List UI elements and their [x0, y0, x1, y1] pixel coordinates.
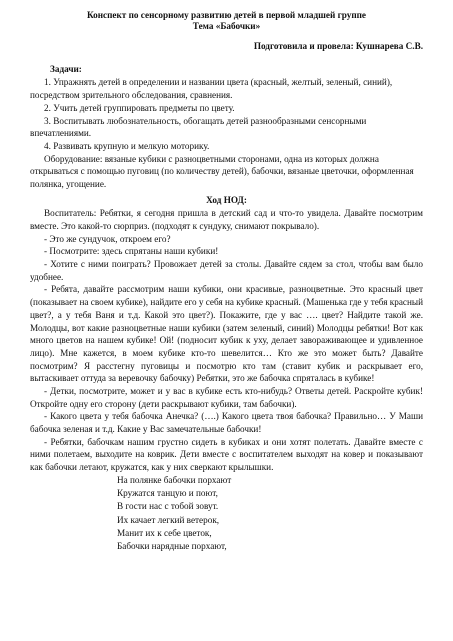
- poem-line-2: Кружатся танцую и поют,: [117, 488, 218, 499]
- lesson-paragraph-7: - Какого цвета у тебя бабочка Анечка? (….) Какого цвета твоя бабочка? Правильно… У Маши бабочка зеленая и т.д. Какие у Вас замечательные бабочки!: [30, 411, 423, 434]
- lesson-heading: Ход НОД:: [206, 194, 247, 205]
- tasks-heading: Задачи:: [50, 63, 82, 74]
- task-item-4: 4. Развивать крупную и мелкую моторику.: [44, 140, 210, 151]
- lesson-paragraph-3: - Посмотрите: здесь спрятаны наши кубики!: [44, 246, 219, 257]
- task-item-3: 3. Воспитывать любознательность, обогащать детей разнообразными сенсорными впечатлениями.: [30, 115, 367, 139]
- lesson-paragraph-1: Воспитатель: Ребятки, я сегодня пришла в детский сад и что-то увидела. Давайте посмотрим вместе. Это какой-то сюрприз. (подходят к сундуку, снимают покрывало).: [30, 208, 423, 231]
- task-item-1: 1. Упражнять детей в определении и названии цвета (красный, желтый, зеленый, синий), посредством зрительного обследования, сравнения.: [30, 77, 393, 101]
- document-author: Подготовила и провела: Кушнарева С.В.: [253, 41, 423, 52]
- poem-line-6: Бабочки нарядные порхают,: [117, 541, 227, 552]
- lesson-paragraph-5: - Ребята, давайте рассмотрим наши кубики, они красивые, разноцветные. Это красный цвет (показывает на своем кубике), найдите его у себя на кубике красный. (Машенька где у тебя красный цвет?, а у тебя Ваня и т.д. Какой это цвет?). Покажите, где у вас …. цвет? Найдите такой же. Молодцы, вот какие разноцветные наши кубики (затем зеленый, синий) Молодцы ребятки! Вот как много цветов на нашем кубике! Ой! (подносит кубик к уху, делает завораживающее и удивленное лицо). Мне кажется, в моем кубике кто-то шевелится… Кто же это может быть? Давайте посмотрим? Я расстегну пуговицы и посмотрю кто там (ставит кубик и раскрывает его, вытаскивает оттуда за веревочку бабочку) Ребятки, это же бабочка спряталась в кубике!: [30, 284, 423, 384]
- lesson-paragraph-8: - Ребятки, бабочкам нашим грустно сидеть в кубиках и они хотят полетать. Давайте вместе с ними полетаем, выходите на коврик. Дети вместе с воспитателем выходят на ковер и показывают как бабочки летают, кружатся, как у них сверкают крылышки.: [30, 436, 423, 473]
- lesson-paragraph-4: - Хотите с ними поиграть? Провожает детей за столы. Давайте сядем за стол, чтобы вам было удобнее.: [30, 259, 423, 282]
- task-item-2: 2. Учить детей группировать предметы по цвету.: [44, 102, 235, 113]
- document-title-line-1: Конспект по сенсорному развитию детей в первой младшей группе: [86, 10, 367, 20]
- poem-line-4: Их качает легкий ветерок,: [117, 514, 220, 525]
- poem-line-1: На полянке бабочки порхают: [117, 474, 232, 485]
- lesson-paragraph-2: - Это же сундучок, откроем его?: [44, 233, 171, 244]
- poem-line-5: Манит их к себе цветок,: [117, 528, 212, 539]
- document-title-line-2: Тема «Бабочки»: [192, 21, 261, 32]
- poem-line-3: В гости нас с тобой зовут.: [117, 501, 219, 512]
- equipment-paragraph: Оборудование: вязаные кубики с разноцветными сторонами, одна из которых должна открываться с помощью пуговиц (по количеству детей), бабочки, вязаные цветочки, оформленная полянка, угощение.: [30, 153, 414, 189]
- lesson-paragraph-6: - Детки, посмотрите, может и у вас в кубике есть кто-нибудь? Ответы детей. Раскройте кубик! Откройте одну его сторону (дети раскрывают кубики, там бабочки).: [30, 385, 423, 409]
- poem-block: [117, 474, 423, 554]
